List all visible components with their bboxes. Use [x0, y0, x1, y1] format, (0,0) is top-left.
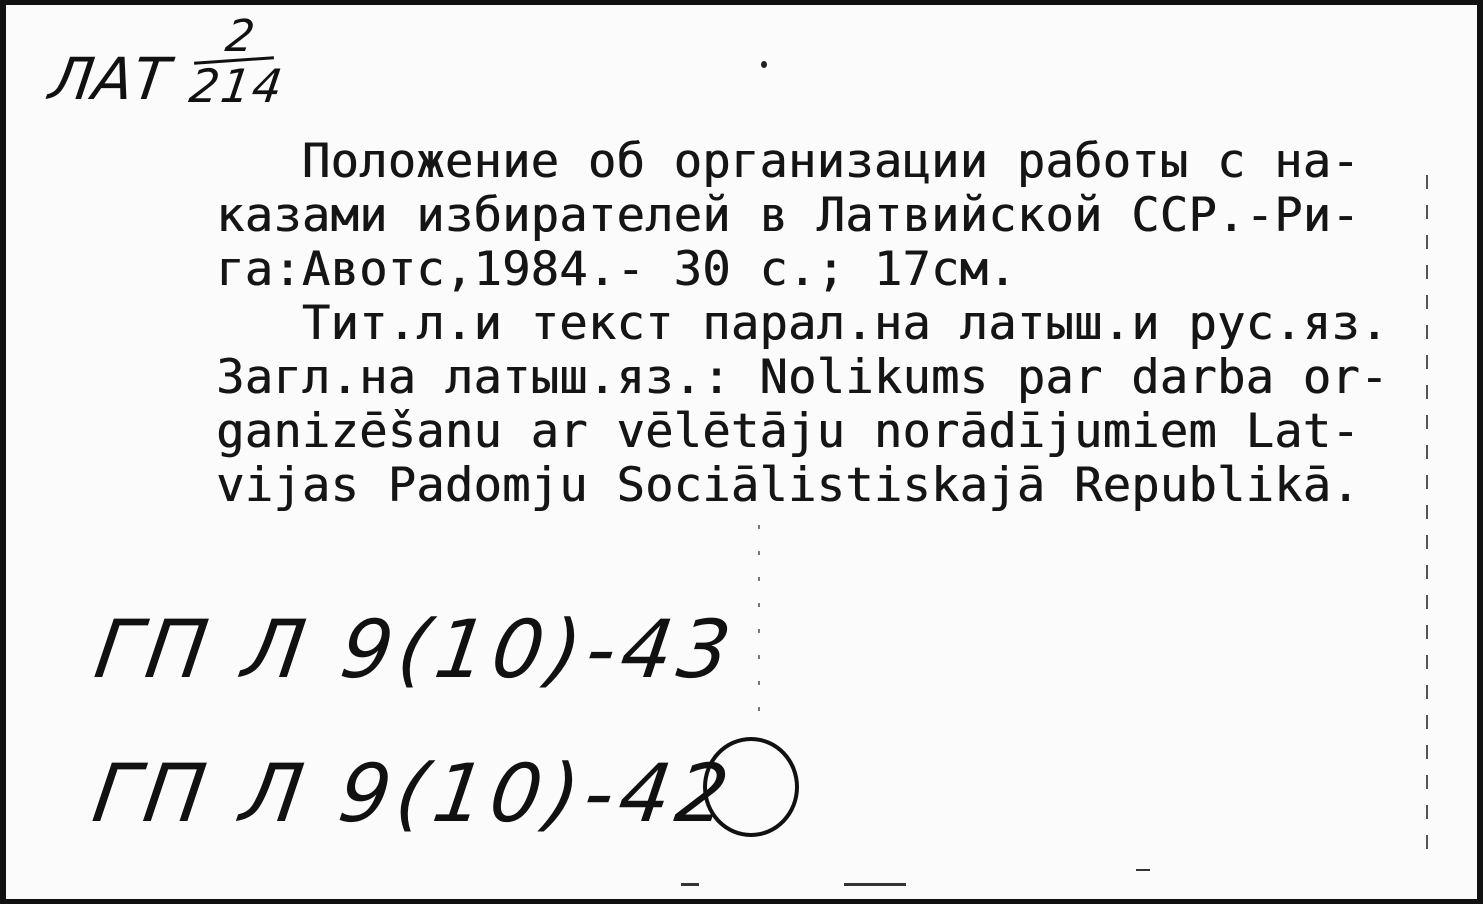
description-line: vijas Padomju Sociālistiskajā Republikā. [216, 458, 1360, 513]
scan-line [758, 525, 760, 725]
scan-dash [1136, 869, 1150, 871]
description-line: Загл.на латыш.яз.: Nolikums par darba or- [216, 350, 1389, 405]
bibliographic-description [216, 135, 1456, 513]
description-line: Тит.л.и текст парал.на латыш.и рус.яз. [216, 296, 1389, 351]
scan-dash [681, 883, 699, 886]
description-line: Положение об организации работы с на- [216, 134, 1360, 189]
description-line: казами избирателей в Латвийской ССР.-Ри- [216, 188, 1360, 243]
description-line: га:Авотс,1984.- 30 с.; 17см. [216, 242, 1017, 297]
shelf-mark-2: ГП Л 9(10)-42 [87, 747, 741, 840]
description-line: ganizēšanu ar vēlētāju norādījumiem Lat- [216, 404, 1360, 459]
scan-dash [844, 883, 906, 886]
circle-stamp [703, 737, 799, 837]
ink-speck [761, 61, 767, 68]
call-number-fraction [184, 11, 294, 121]
call-number-denominator: 214 [186, 59, 288, 113]
call-number-prefix: ЛАТ [45, 45, 174, 113]
scan-line [1426, 175, 1428, 855]
call-number-numerator: 2 [222, 11, 260, 62]
shelf-mark-1: ГП Л 9(10)-43 [89, 603, 743, 696]
